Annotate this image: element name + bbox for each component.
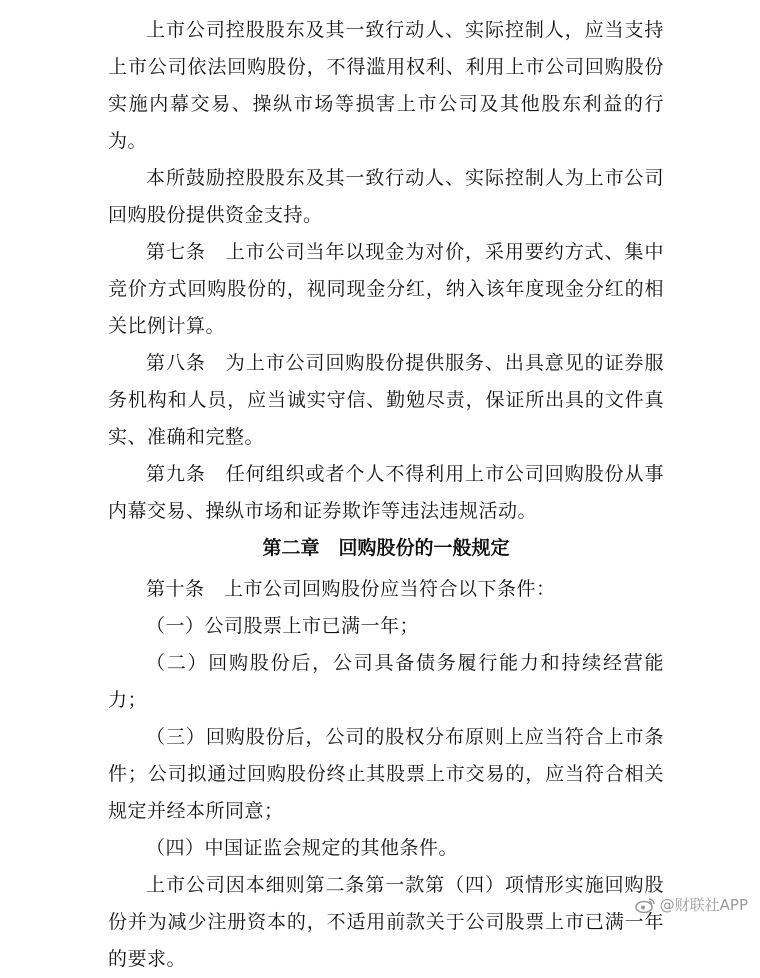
condition-item-2: （二）回购股份后，公司具备债务履行能力和持续经营能力； [108, 652, 664, 711]
condition-item-3: （三）回购股份后，公司的股权分布原则上应当符合上市条件；公司拟通过回购股份终止其股票上市交易的，应当符合相关规定并经本所同意； [108, 726, 664, 822]
paragraph-article-7: 第七条 上市公司当年以现金为对价，采用要约方式、集中竞价方式回购股份的，视同现金分红，纳入该年度现金分红的相关比例计算。 [108, 241, 664, 337]
document-page [108, 12, 664, 978]
paragraph-exception: 上市公司因本细则第二条第一款第（四）项情形实施回购股份并为减少注册资本的，不适用前款关于公司股票上市已满一年的要求。 [108, 874, 664, 970]
condition-item-1: （一）公司股票上市已满一年； [146, 615, 420, 637]
paragraph-article-10: 第十条 上市公司回购股份应当符合以下条件： [146, 578, 556, 600]
paragraph-article-9: 第九条 任何组织或者个人不得利用上市公司回购股份从事内幕交易、操纵市场和证券欺诈等违法违规活动。 [108, 463, 664, 522]
paragraph-shareholder-support: 上市公司控股股东及其一致行动人、实际控制人，应当支持上市公司依法回购股份，不得滥用权利、利用上市公司回购股份实施内幕交易、操纵市场等损害上市公司及其他股东利益的行为。 [108, 19, 664, 152]
watermark [635, 894, 748, 915]
paragraph-funding-support: 本所鼓励控股股东及其一致行动人、实际控制人为上市公司回购股份提供资金支持。 [108, 167, 664, 226]
weibo-icon [635, 897, 655, 913]
condition-item-4: （四）中国证监会规定的其他条件。 [146, 837, 459, 859]
chapter-title: 第二章 回购股份的一般规定 [262, 537, 510, 559]
watermark-text: @财联社APP [659, 896, 748, 914]
paragraph-article-8: 第八条 为上市公司回购股份提供服务、出具意见的证券服务机构和人员，应当诚实守信、勤勉尽责，保证所出具的文件真实、准确和完整。 [108, 352, 664, 448]
